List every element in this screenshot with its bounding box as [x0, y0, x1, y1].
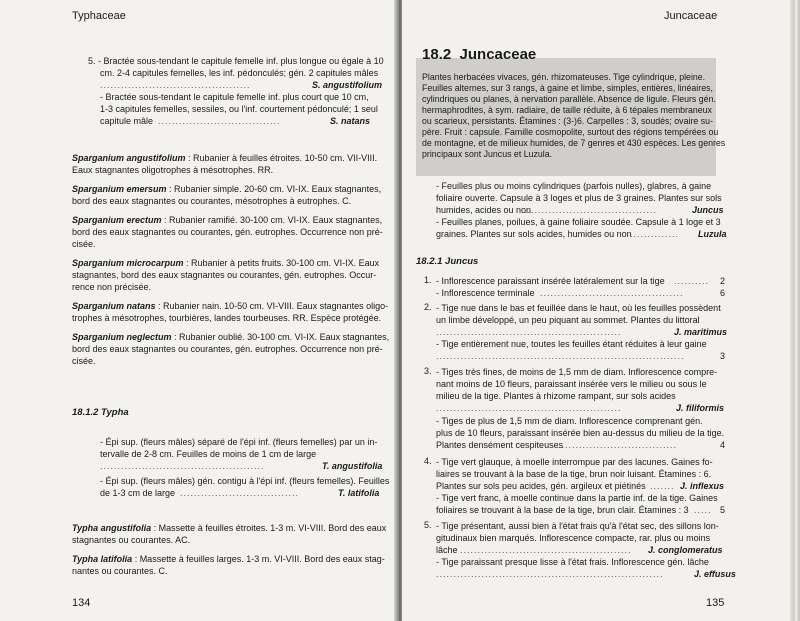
section-heading-juncus: 18.2.1 Juncus [416, 256, 479, 267]
key-line: - Tiges très fines, de moins de 1,5 mm de diam. Inflorescence compre- [436, 367, 718, 377]
species-entry-cont: nantes ou courantes. C. [72, 566, 168, 576]
description-line: principaux sont Juncus et Luzula. [422, 149, 553, 159]
key-taxon: S. natans [330, 116, 371, 126]
page-number: 134 [72, 597, 91, 609]
key-line: - Tige entièrement nue, toutes les feuilles étant réduites à leur gaine [436, 339, 707, 349]
leader-dots: ...................................... [524, 205, 658, 215]
description-line: de montagne, et de milieux humides, de 7 genres et 430 espèces. Les genres [422, 138, 726, 148]
leader-dots: ....... [650, 481, 675, 491]
species-entry: Sparganium neglectum : Rubanier oublié. 30-100 cm. VI-IX. Eaux stagnantes, [72, 332, 390, 342]
left-page [0, 0, 398, 621]
key-ref: 5 [720, 505, 726, 515]
key-taxon: T. latifolia [338, 488, 380, 498]
running-head: Typhaceae [72, 10, 126, 22]
species-entry-cont: cisée. [72, 356, 96, 366]
species-entry: Sparganium angustifolium : Rubanier à feuilles étroites. 10-50 cm. VII-VIII. [72, 153, 378, 163]
description-line: père. Fruit : capsule. Famille cosmopolite, surtout des régions tempérées ou [422, 127, 719, 137]
key-line: - Bractée sous-tendant le capitule femelle inf. plus court que 10 cm, [100, 92, 369, 102]
key-line: nant moins de 10 fleurs, paraissant insérée vers le milieu ou sous le [436, 379, 707, 389]
couplet-number: 4. [424, 456, 432, 466]
species-entry: Typha angustifolia : Massette à feuilles étroites. 1-3 m. VI-VIII. Bord des eaux [72, 523, 387, 533]
leader-dots: ......................................... [540, 288, 684, 298]
key-line: - Tiges de plus de 1,5 mm de diam. Inflorescence comprenant gén. [436, 416, 703, 426]
key-line: - Feuilles plus ou moins cylindriques (parfois nulles), glabres, à gaine [436, 181, 712, 191]
leader-dots: .......... [674, 276, 710, 286]
leader-dots: .............. [630, 229, 680, 239]
key-line: Plantes sur sols peu acides, gén. argileux et piétinés [436, 481, 646, 491]
species-entry: Sparganium erectum : Rubanier ramifié. 30-100 cm. VI-IX. Eaux stagnantes, [72, 215, 383, 225]
leader-dots: ..................................................... [436, 327, 622, 337]
key-ref: 4 [720, 440, 726, 450]
key-line: de 1-3 cm de large [100, 488, 176, 498]
key-line: - Épi sup. (fleurs mâles) gén. contigu à l'épi inf. (fleurs femelles). Feuilles [100, 476, 390, 486]
species-entry-cont: cisée. [72, 239, 96, 249]
key-line: cm. 2-4 capitules femelles, les inf. pédonculés; gén. 2 capitules mâles [100, 68, 379, 78]
key-line: - Tige nue dans le bas et feuillée dans le haut, où les feuilles possèdent [436, 303, 721, 313]
key-taxon: J. inflexus [680, 481, 725, 491]
key-line: gitudinaux bien marqués. Inflorescence compacte, rar. plus ou moins [436, 533, 711, 543]
page-number: 135 [706, 597, 725, 609]
key-line: - Feuilles planes, poilues, à gaine foliaire soudée. Capsule à 1 loge et 3 [436, 217, 721, 227]
key-ref: 3 [720, 351, 726, 361]
key-ref: 2 [720, 276, 726, 286]
key-ref: 6 [720, 288, 726, 298]
species-entry: Sparganium microcarpum : Rubanier à petits fruits. 30-100 cm. VI-IX. Eaux [72, 258, 380, 268]
couplet-number: 2. [424, 302, 432, 312]
key-line: - Tige vert glauque, à moelle interrompue par des lacunes. Gaines fo- [436, 457, 713, 467]
species-entry: Sparganium emersum : Rubanier simple. 20-60 cm. VI-IX. Eaux stagnantes, [72, 184, 382, 194]
key-taxon: Juncus [692, 205, 724, 215]
key-line: - Tige vert franc, à moelle continue dans la partie inf. de la tige. Gaines [436, 493, 718, 503]
species-entry-cont: trophes à mésotrophes, tourbières, landes tourbeuses. RR. Espèce protégée. [72, 313, 382, 323]
key-line: capitule mâle [100, 116, 154, 126]
couplet-number: 5. [424, 520, 432, 530]
right-page [402, 0, 800, 621]
couplet-number: 3. [424, 366, 432, 376]
key-line: - Tige paraissant presque lisse à l'état frais. Inflorescence gén. lâche [436, 557, 709, 567]
key-taxon: S. angustifolium [312, 80, 383, 90]
leader-dots: .................................. [180, 488, 300, 498]
leader-dots: .................................. [558, 440, 678, 450]
leader-dots: ..................................................... [436, 403, 622, 413]
leader-dots: ................................................................. [436, 569, 664, 579]
key-line: - Inflorescence terminale [436, 288, 535, 298]
key-line: lâche [436, 545, 458, 555]
key-line: milieu de la tige. Plantes à rhizome rampant, sur sols acides [436, 391, 676, 401]
key-line: foliaire ouverte. Capsule à 3 loges et plus de 3 graines. Plantes sur sols [436, 193, 722, 203]
key-line: humides, acides ou non [436, 205, 532, 215]
key-line: un limbe développé, un peu piquant au sommet. Plantes du littoral [436, 315, 700, 325]
description-line: ou scarieux, persistants. Étamines : (3-)6. Carpelles : 3, soudés; ovaire su- [422, 116, 713, 126]
leader-dots: ............................................... [100, 461, 265, 471]
species-entry-cont: Eaux stagnantes oligotrophes à mésotrophes. RR. [72, 165, 274, 175]
species-entry: Typha latifolia : Massette à feuilles larges. 1-3 m. VI-VIII. Bord des eaux stag- [72, 554, 385, 564]
description-line: hermaphrodites, à sym. radiaire, de taille réduite, à 6 tépales membraneux [422, 105, 712, 115]
couplet-number: 1. [424, 275, 432, 285]
key-line: tervalle de 2-8 cm. Feuilles de moins de 1 cm de large [100, 449, 317, 459]
key-taxon: J. maritimus [674, 327, 728, 337]
species-entry-cont: bord des eaux stagnantes ou courantes, mésotrophes à eutrophes. C. [72, 196, 352, 206]
leader-dots: ................................... [158, 116, 281, 126]
key-line: - Tige présentant, aussi bien à l'état frais qu'à l'état sec, des sillons lon- [436, 521, 719, 531]
key-taxon: J. effusus [694, 569, 736, 579]
leader-dots: ..... [694, 505, 712, 515]
species-entry-cont: stagnantes, bord des eaux stagnantes ou courantes, gén. eutrophes. Occur- [72, 270, 377, 280]
key-taxon: T. angustifolia [322, 461, 383, 471]
key-line: foliaires se trouvant à la base de la tige, brun clair. Étamines : 3 [436, 505, 689, 515]
species-entry-cont: rence non précisée. [72, 282, 152, 292]
species-entry-cont: stagnantes ou courantes. AC. [72, 535, 191, 545]
description-line: Feuilles alternes, sur 3 rangs, à gaine et limbe, simples, entières, linéaires, [422, 83, 713, 93]
leader-dots: ........................................... [100, 80, 251, 90]
section-heading-typha: 18.1.2 Typha [72, 407, 129, 418]
page-edges [790, 0, 800, 621]
key-line: - Épi sup. (fleurs mâles) séparé de l'épi inf. (fleurs femelles) par un in- [100, 437, 378, 447]
key-line: - Inflorescence paraissant insérée latéralement sur la tige [436, 276, 665, 286]
running-head: Juncaceae [664, 10, 718, 22]
key-line: plus de 10 fleurs, paraissant insérée bien au-dessus du milieu de la tige. [436, 428, 725, 438]
key-line: Plantes densément cespiteuses [436, 440, 564, 450]
description-line: cylindriques ou planes, à nervation parallèle. Absence de ligule. Fleurs gén. [422, 94, 716, 104]
description-line: Plantes herbacées vivaces, gén. rhizomateuses. Tige cylindrique, pleine. [422, 72, 706, 82]
key-taxon: J. conglomeratus [648, 545, 723, 555]
key-taxon: Luzula [698, 229, 727, 239]
family-heading: 18.2 Juncaceae [422, 46, 537, 63]
key-line: 5. - Bractée sous-tendant le capitule femelle inf. plus longue ou égale à 10 [88, 56, 384, 66]
species-entry: Sparganium natans : Rubanier nain. 10-50 cm. VI-VIII. Eaux stagnantes oligo- [72, 301, 389, 311]
species-entry-cont: bord des eaux stagnantes ou courantes, gén. eutrophes. Occurrence non pré- [72, 344, 383, 354]
species-entry-cont: bord des eaux stagnantes ou courantes, gén. eutrophes. Occurrence non pré- [72, 227, 383, 237]
leader-dots: ....................................................................... [436, 351, 685, 361]
key-line: 1-3 capitules femelles, sessiles, ou l'inf. courtement pédonculé; 1 seul [100, 104, 378, 114]
key-taxon: J. filiformis [676, 403, 725, 413]
key-line: liaires se trouvant à la base de la tige, brun noir luisant. Étamines : 6. [436, 469, 712, 479]
key-line: graines. Plantes sur sols acides, humides ou non [436, 229, 632, 239]
leader-dots: ................................................. [460, 545, 632, 555]
